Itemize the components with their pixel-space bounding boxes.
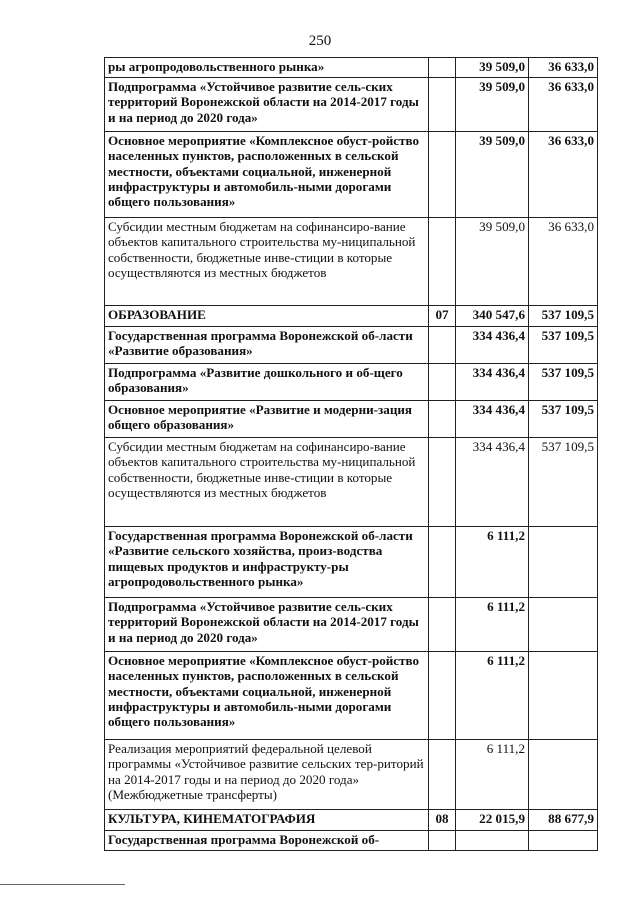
row-name-cell: Государственная программа Воронежской об-ласти «Развитие образования» <box>105 327 429 364</box>
table-row <box>105 810 598 831</box>
row-value-2017-cell: 537 109,5 <box>529 327 598 364</box>
row-code-cell: 07 <box>429 306 456 327</box>
row-code-cell <box>429 527 456 598</box>
row-name-cell: Субсидии местным бюджетам на софинансиро-вание объектов капитального строительства му-ниципальной собственности, бюджетные инве-стиции в которые осуществляются из местных бюджетов <box>105 438 429 527</box>
row-code-cell <box>429 58 456 78</box>
row-value-2016-cell: 334 436,4 <box>456 364 529 401</box>
row-code-cell <box>429 438 456 527</box>
row-code-cell <box>429 598 456 652</box>
table-row <box>105 78 598 132</box>
table-row <box>105 831 598 851</box>
row-code-cell <box>429 327 456 364</box>
row-value-2017-cell <box>529 598 598 652</box>
footnote-rule <box>0 884 125 885</box>
row-code-cell <box>429 740 456 810</box>
row-value-2016-cell: 39 509,0 <box>456 58 529 78</box>
row-value-2016-cell: 334 436,4 <box>456 438 529 527</box>
row-value-2017-cell: 537 109,5 <box>529 438 598 527</box>
row-value-2016-cell: 6 111,2 <box>456 527 529 598</box>
row-name-cell: Государственная программа Воронежской об-ласти «Развитие сельского хозяйства, произ-водства пищевых продуктов и инфраструкту-ры агропродовольственного рынка» <box>105 527 429 598</box>
row-value-2016-cell <box>456 831 529 851</box>
row-value-2016-cell: 39 509,0 <box>456 132 529 218</box>
row-value-2016-cell: 6 111,2 <box>456 598 529 652</box>
table-row <box>105 652 598 740</box>
row-value-2016-cell: 340 547,6 <box>456 306 529 327</box>
table-row <box>105 598 598 652</box>
row-value-2017-cell: 88 677,9 <box>529 810 598 831</box>
row-name-cell: Основное мероприятие «Комплексное обуст-ройство населенных пунктов, расположенных в сельской местности, объектами социальной, инженерной инфраструктуры и автомобиль-ными дорогами общего пользования» <box>105 132 429 218</box>
row-value-2016-cell: 334 436,4 <box>456 401 529 438</box>
row-value-2016-cell: 39 509,0 <box>456 218 529 306</box>
row-value-2017-cell: 36 633,0 <box>529 132 598 218</box>
row-value-2016-cell: 6 111,2 <box>456 652 529 740</box>
table-row <box>105 438 598 527</box>
row-value-2017-cell: 537 109,5 <box>529 401 598 438</box>
table-row <box>105 364 598 401</box>
row-value-2016-cell: 6 111,2 <box>456 740 529 810</box>
row-value-2016-cell: 22 015,9 <box>456 810 529 831</box>
row-name-cell: Реализация мероприятий федеральной целевой программы «Устойчивое развитие сельских тер-риторий на 2014-2017 годы и на период до 2020 года» (Межбюджетные трансферты) <box>105 740 429 810</box>
row-code-cell <box>429 401 456 438</box>
row-value-2017-cell <box>529 831 598 851</box>
table-row <box>105 306 598 327</box>
budget-table <box>104 57 598 851</box>
row-name-cell: ры агропродовольственного рынка» <box>105 58 429 78</box>
table-row <box>105 327 598 364</box>
row-code-cell <box>429 218 456 306</box>
row-code-cell <box>429 364 456 401</box>
row-value-2017-cell: 36 633,0 <box>529 218 598 306</box>
table-row <box>105 401 598 438</box>
row-value-2017-cell: 36 633,0 <box>529 58 598 78</box>
row-code-cell: 08 <box>429 810 456 831</box>
row-name-cell: Государственная программа Воронежской об- <box>105 831 429 851</box>
row-name-cell: ОБРАЗОВАНИЕ <box>105 306 429 327</box>
row-value-2017-cell <box>529 652 598 740</box>
row-value-2016-cell: 334 436,4 <box>456 327 529 364</box>
row-code-cell <box>429 132 456 218</box>
row-name-cell: Субсидии местным бюджетам на софинансиро-вание объектов капитального строительства му-ниципальной собственности, бюджетные инве-стиции в которые осуществляются из местных бюджетов <box>105 218 429 306</box>
table-row <box>105 58 598 78</box>
row-value-2017-cell: 36 633,0 <box>529 78 598 132</box>
row-value-2017-cell <box>529 527 598 598</box>
row-name-cell: Основное мероприятие «Развитие и модерни-зация общего образования» <box>105 401 429 438</box>
row-name-cell: Подпрограмма «Устойчивое развитие сель-ских территорий Воронежской области на 2014-2017 годы и на период до 2020 года» <box>105 78 429 132</box>
row-name-cell: Подпрограмма «Развитие дошкольного и об-щего образования» <box>105 364 429 401</box>
table-row <box>105 527 598 598</box>
row-name-cell: Основное мероприятие «Комплексное обуст-ройство населенных пунктов, расположенных в сельской местности, объектами социальной, инженерной инфраструктуры и автомобиль-ными дорогами общего пользования» <box>105 652 429 740</box>
row-value-2017-cell <box>529 740 598 810</box>
table-row <box>105 740 598 810</box>
row-name-cell: КУЛЬТУРА, КИНЕМАТОГРАФИЯ <box>105 810 429 831</box>
table-row <box>105 132 598 218</box>
page-number: 250 <box>308 33 332 49</box>
row-code-cell <box>429 78 456 132</box>
row-code-cell <box>429 831 456 851</box>
row-value-2016-cell: 39 509,0 <box>456 78 529 132</box>
row-code-cell <box>429 652 456 740</box>
row-name-cell: Подпрограмма «Устойчивое развитие сель-ских территорий Воронежской области на 2014-2017 годы и на период до 2020 года» <box>105 598 429 652</box>
row-value-2017-cell: 537 109,5 <box>529 306 598 327</box>
table-row <box>105 218 598 306</box>
row-value-2017-cell: 537 109,5 <box>529 364 598 401</box>
